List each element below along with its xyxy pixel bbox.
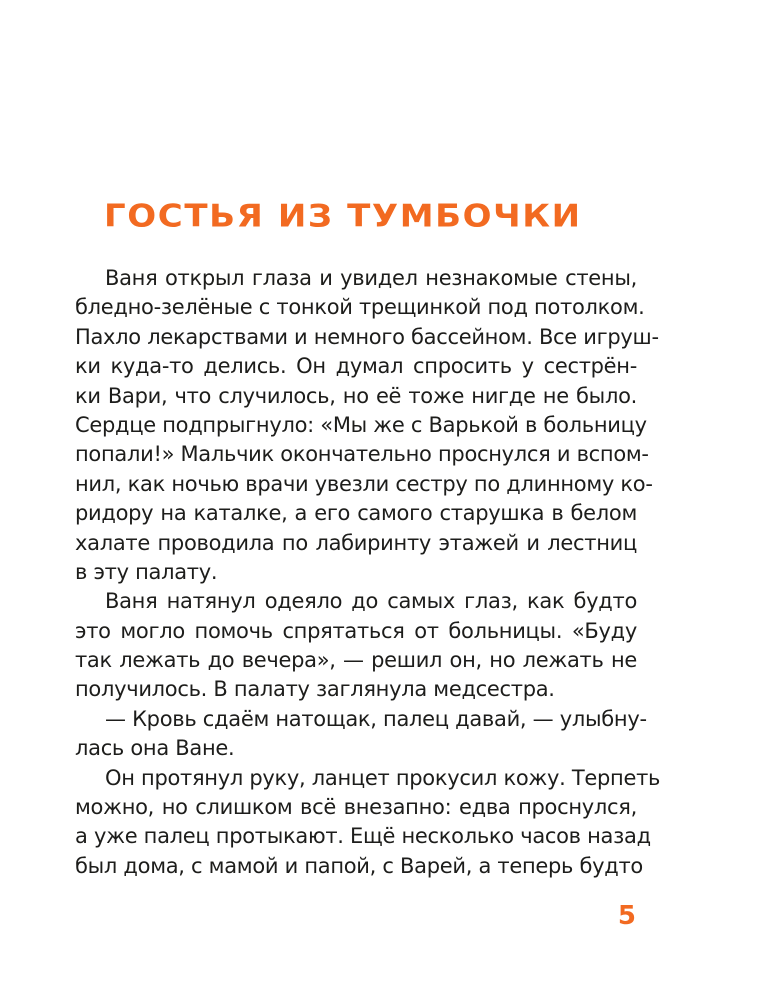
text-line: халате проводила по лабиринту этажей и лестниц bbox=[75, 530, 637, 555]
text-line: был дома, с мамой и папой, с Варей, а теперь будто bbox=[75, 853, 643, 878]
text-line: получилось. В палату заглянула медсестра. bbox=[75, 677, 555, 702]
chapter-body bbox=[75, 264, 661, 881]
text-line: так лежать до вечера», — решил он, но лежать не bbox=[75, 648, 637, 673]
text-line: — Кровь сдаём натощак, палец давай, — улыбну- bbox=[105, 706, 647, 731]
chapter-title: ГОСТЬЯ ИЗ ТУМБОЧКИ bbox=[104, 197, 582, 235]
text-line: можно, но слишком всё внезапно: едва проснулся, bbox=[75, 795, 637, 820]
text-line: ки куда-то делись. Он думал спросить у сестрён- bbox=[75, 354, 637, 379]
text-line: Он протянул руку, ланцет прокусил кожу. Терпеть bbox=[105, 765, 661, 790]
text-line: это могло помочь спрятаться от больницы. «Буду bbox=[75, 618, 637, 643]
page-number: 5 bbox=[617, 901, 636, 931]
text-line: нил, как ночью врачи увезли сестру по длинному ко- bbox=[75, 471, 653, 496]
text-line: Пахло лекарствами и немного бассейном. Все игруш- bbox=[75, 324, 659, 349]
text-line: попали!» Мальчик окончательно проснулся и вспом- bbox=[75, 442, 649, 467]
text-line: Ваня открыл глаза и увидел незнакомые стены, bbox=[105, 266, 637, 290]
text-line: бледно-зелёные с тонкой трещинкой под потолком. bbox=[75, 295, 645, 320]
text-line: в эту палату. bbox=[75, 559, 218, 584]
text-line: лась она Ване. bbox=[75, 736, 235, 761]
text-line: Сердце подпрыгнуло: «Мы же с Варькой в больницу bbox=[75, 412, 647, 437]
text-line: Ваня натянул одеяло до самых глаз, как будто bbox=[105, 589, 637, 614]
text-line: ридору на каталке, а его самого старушка в белом bbox=[75, 501, 637, 526]
text-line: ки Вари, что случилось, но её тоже нигде не было. bbox=[75, 383, 637, 408]
text-line: а уже палец протыкают. Ещё несколько часов назад bbox=[75, 824, 651, 849]
